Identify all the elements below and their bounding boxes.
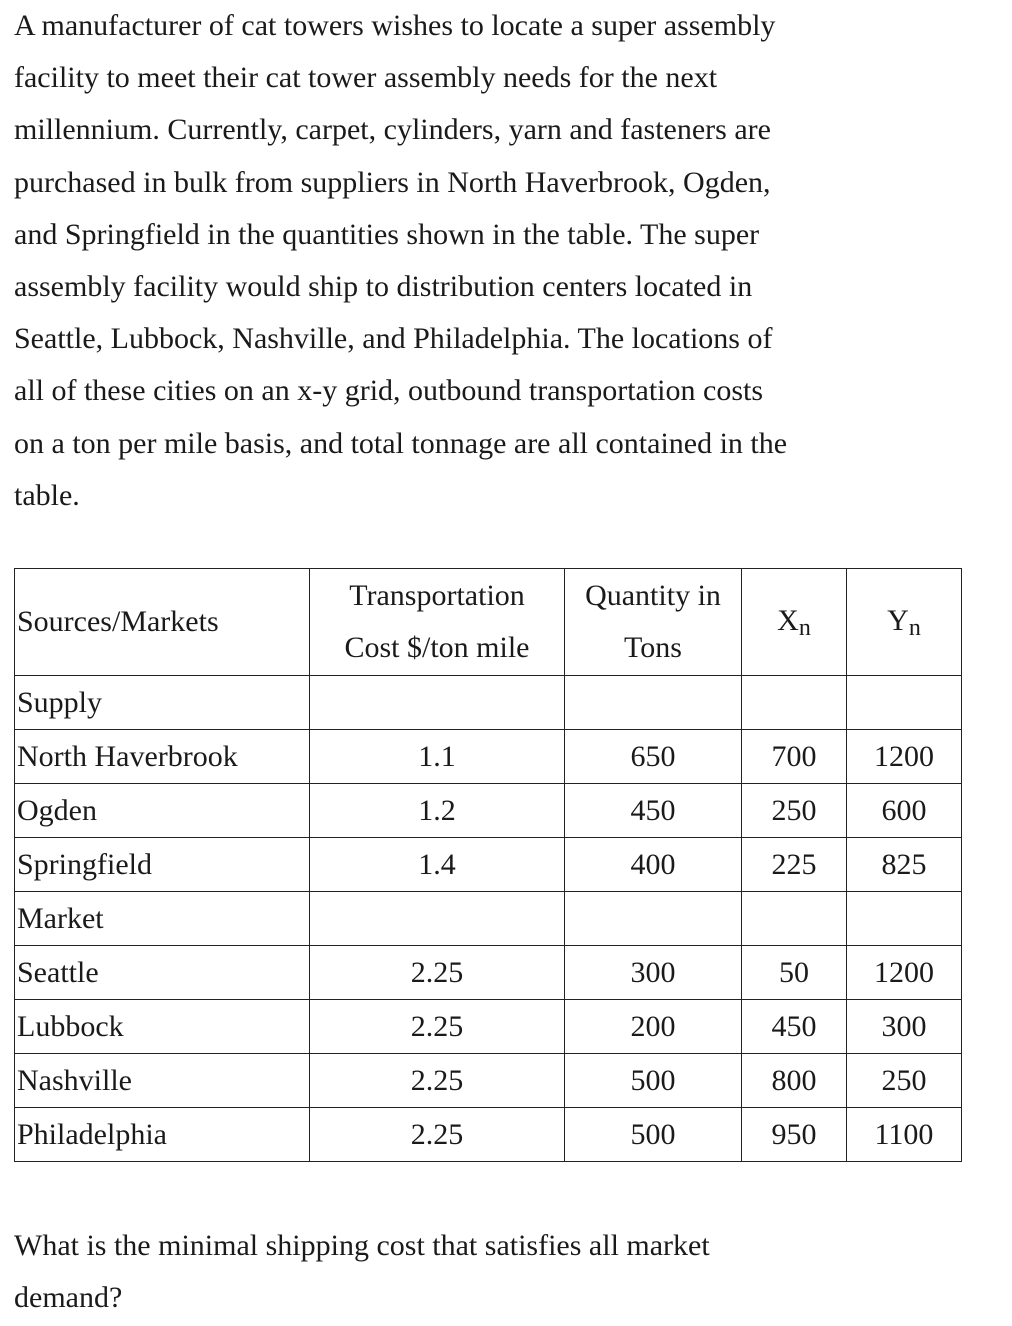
row-name: Market <box>15 892 310 946</box>
header-x-sub: n <box>798 615 811 641</box>
table-header-row <box>15 569 962 676</box>
question-text <box>14 1220 974 1324</box>
row-x: 950 <box>742 1108 847 1162</box>
header-quantity <box>565 569 742 676</box>
row-cost: 2.25 <box>310 1108 565 1162</box>
table-row <box>15 1000 962 1054</box>
table-row <box>15 838 962 892</box>
row-y: 250 <box>847 1054 962 1108</box>
row-y <box>847 892 962 946</box>
header-qty-line2: Tons <box>624 631 682 664</box>
table-row <box>15 946 962 1000</box>
row-cost: 2.25 <box>310 1000 565 1054</box>
intro-line: A manufacturer of cat towers wishes to locate a super assembly <box>14 9 776 42</box>
table-row <box>15 676 962 730</box>
row-y <box>847 676 962 730</box>
row-qty: 500 <box>565 1054 742 1108</box>
row-name: Supply <box>15 676 310 730</box>
header-xn <box>742 569 847 676</box>
row-y: 1100 <box>847 1108 962 1162</box>
table-row <box>15 1108 962 1162</box>
row-x: 225 <box>742 838 847 892</box>
intro-line: all of these cities on an x-y grid, outbound transportation costs <box>14 374 764 408</box>
row-x: 50 <box>742 946 847 1000</box>
row-name: Ogden <box>15 784 310 838</box>
header-qty-line1: Quantity in <box>585 579 721 612</box>
row-qty: 300 <box>565 946 742 1000</box>
row-qty: 400 <box>565 838 742 892</box>
row-cost <box>310 676 565 730</box>
header-sources: Sources/Markets <box>15 569 310 676</box>
header-yn <box>847 569 962 676</box>
row-x: 800 <box>742 1054 847 1108</box>
row-name: North Haverbrook <box>15 730 310 784</box>
row-y: 1200 <box>847 946 962 1000</box>
header-y-sub: n <box>908 615 921 641</box>
problem-statement <box>14 0 974 522</box>
row-name: Springfield <box>15 838 310 892</box>
intro-line: table. <box>14 478 80 512</box>
row-x: 700 <box>742 730 847 784</box>
row-qty <box>565 892 742 946</box>
row-name: Seattle <box>15 946 310 1000</box>
intro-line: millennium. Currently, carpet, cylinders, yarn and fasteners are <box>14 113 771 147</box>
row-y: 300 <box>847 1000 962 1054</box>
intro-line: and Springfield in the quantities shown in the table. The super <box>14 217 760 251</box>
row-qty <box>565 676 742 730</box>
row-cost: 1.4 <box>310 838 565 892</box>
row-x: 250 <box>742 784 847 838</box>
row-cost: 2.25 <box>310 1054 565 1108</box>
row-x <box>742 676 847 730</box>
row-x: 450 <box>742 1000 847 1054</box>
row-qty: 500 <box>565 1108 742 1162</box>
row-y: 1200 <box>847 730 962 784</box>
row-cost: 2.25 <box>310 946 565 1000</box>
intro-line: on a ton per mile basis, and total tonnage are all contained in the <box>14 426 788 460</box>
row-y: 825 <box>847 838 962 892</box>
question-line: What is the minimal shipping cost that satisfies all market <box>14 1229 710 1262</box>
row-qty: 200 <box>565 1000 742 1054</box>
row-name: Philadelphia <box>15 1108 310 1162</box>
row-y: 600 <box>847 784 962 838</box>
table-row <box>15 784 962 838</box>
intro-line: assembly facility would ship to distribution centers located in <box>14 270 753 304</box>
row-name: Nashville <box>15 1054 310 1108</box>
table-row <box>15 730 962 784</box>
row-qty: 450 <box>565 784 742 838</box>
intro-line: facility to meet their cat tower assembly needs for the next <box>14 61 718 95</box>
row-qty: 650 <box>565 730 742 784</box>
row-cost: 1.2 <box>310 784 565 838</box>
row-cost: 1.1 <box>310 730 565 784</box>
location-data-table <box>14 568 962 1162</box>
table-row <box>15 892 962 946</box>
header-transport-cost <box>310 569 565 676</box>
header-cost-line2: Cost $/ton mile <box>344 631 530 664</box>
question-line: demand? <box>14 1281 123 1315</box>
header-x-main: X <box>777 604 799 637</box>
intro-line: Seattle, Lubbock, Nashville, and Philadelphia. The locations of <box>14 322 773 356</box>
row-name: Lubbock <box>15 1000 310 1054</box>
row-cost <box>310 892 565 946</box>
intro-line: purchased in bulk from suppliers in North Haverbrook, Ogden, <box>14 165 771 199</box>
header-cost-line1: Transportation <box>349 579 525 612</box>
table-row <box>15 1054 962 1108</box>
header-y-main: Y <box>887 604 909 637</box>
row-x <box>742 892 847 946</box>
